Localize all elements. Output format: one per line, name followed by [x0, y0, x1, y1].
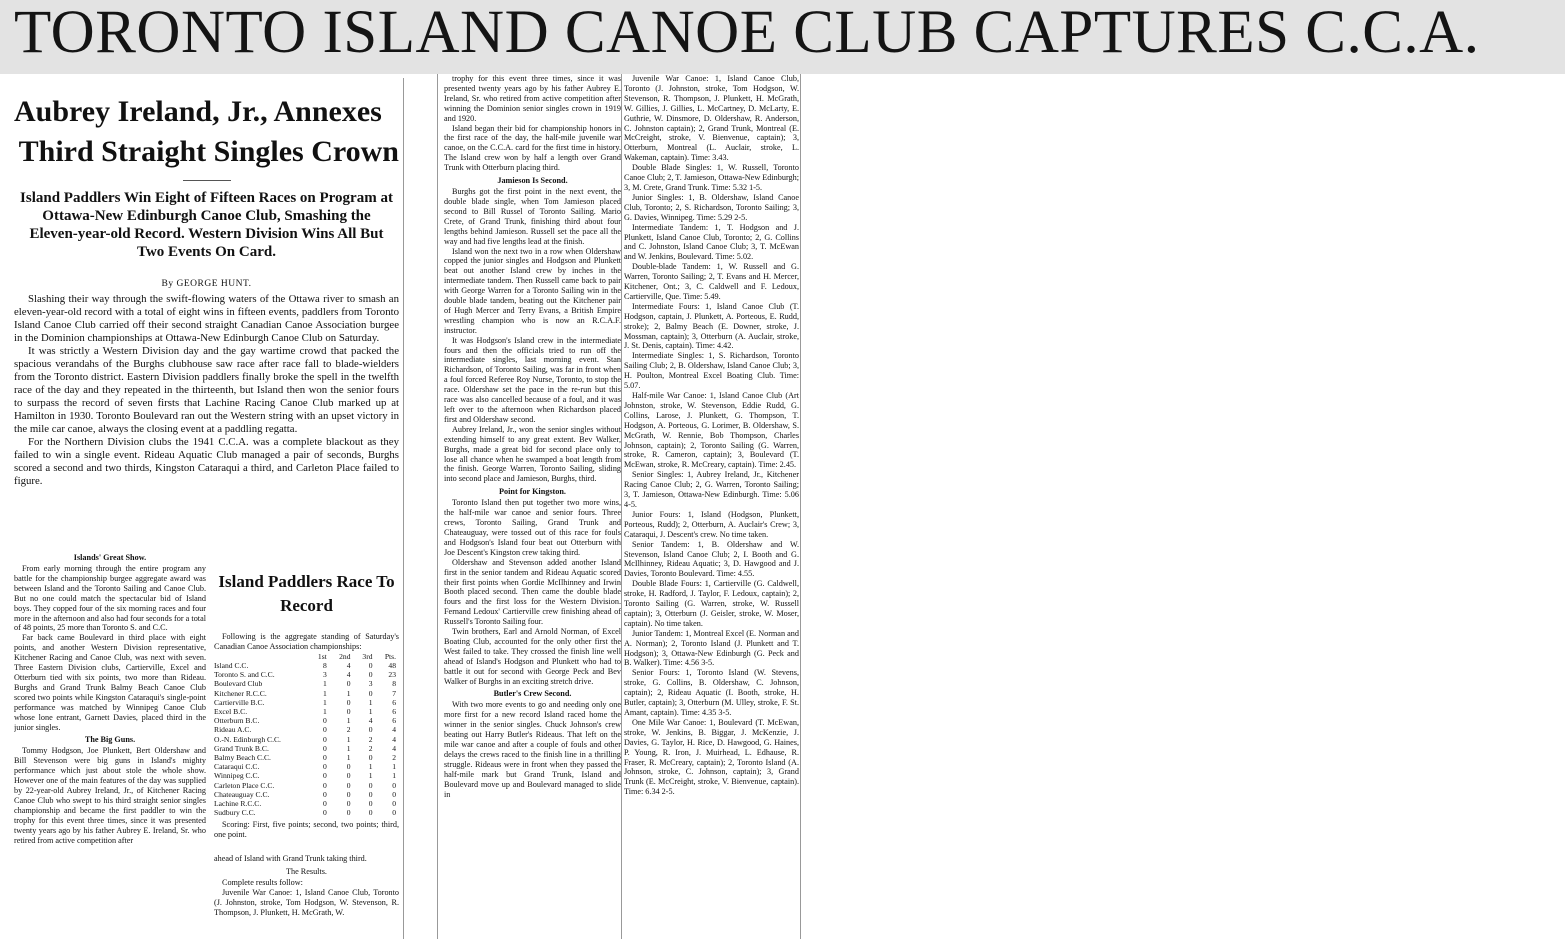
result-entry: One Mile War Canoe: 1, Boulevard (T. McEwan, stroke, W. Jenkins, B. Biggar, J. McKenzie, J. Davies, G. Taylor, H. Rice, D. Hawgood, G. Haines, P. Young, R. Iron, J. Muirhead, L. Edhause, R. Fraser, R. McCreary, captain); 2, Toronto Island (A. Johnson, stroke, C. Johnson, captain); 3, Grand Trunk (E. McCreight, stroke, V. Bienvenue, captain). Time: 6.34 2-5.: [624, 717, 799, 797]
result-entry: Senior Tandem: 1, B. Oldershaw and W. Stevenson, Island Canoe Club; 2, I. Booth and G. McIlhinney, Rideau Aquatic; 3, D. Hawgood and J. Davies, Toronto Boulevard. Time: 4.55.: [624, 539, 799, 579]
paragraph: Twin brothers, Earl and Arnold Norman, of Excel Boating Club, accounted for the only other first the West failed to take. They crossed the finish line well ahead of Island's Hodgson and Plunkett who had to battle it out for second with George Peck and Bev Walker of Burghs in an exciting stretch drive.: [444, 627, 621, 686]
standings-cell: 0: [346, 808, 351, 818]
paragraph: Burghs got the first point in the next event, the double blade single, when Tom Jamieson placed second to Bill Russel of Toronto Sailing. Mario Crete, of Grand Trunk, finishing third about four lengths behind Jamieson. Russell set the pace all the way and had five lengths lead at the finish.: [444, 187, 621, 246]
standings-cell: 0: [392, 789, 396, 799]
standings-row: [214, 661, 399, 670]
standings-cell: 0: [322, 762, 327, 772]
standings-header-row: [214, 652, 399, 661]
paragraph: Complete results follow:: [222, 878, 303, 888]
standings-cell: 6: [392, 697, 396, 707]
subhead: Butler's Crew Second.: [493, 689, 572, 699]
standings-cell: 0: [392, 780, 396, 790]
standings-cell: 3: [368, 679, 373, 689]
standings-row: [214, 689, 399, 698]
club-name: Boulevard Club: [214, 679, 263, 689]
banner-title: TORONTO ISLAND CANOE CLUB CAPTURES C.C.A.: [14, 0, 1480, 66]
headline: [14, 92, 399, 172]
paragraph: Aubrey Ireland, Jr., won the senior singles without extending himself to any great extent. Bev Walker, Burghs, made a great bid for second place only to lose all chance when he swamped a boat length from the finish. George Warren, Toronto Sailing, sliding into second place and Jamieson, Burghs, third.: [444, 424, 621, 484]
paragraph: Island won the next two in a row when Oldershaw copped the junior singles and Hodgson and Plunkett beat out another Island crew by inches in the intermediate tandem. Then Russell came back to pair with George Warren for a Toronto Sailing win in the double blade tandem, beating out the Kitchener pair of Hugh Mercer and Terry Evans, a British Empire wrestling champion who is now an R.C.A.F. instructor.: [444, 246, 621, 335]
standings-cell: 0: [392, 808, 396, 818]
club-name: Otterburn B.C.: [214, 716, 260, 726]
standings-cell: 1: [346, 753, 351, 763]
paragraph: It was Hodgson's Island crew in the intermediate fours and then the officials tried to run off the intermediate singles, last morning event. Stan Richardson, of Toronto Sailing, was far in front when a foul forced Referee Roy Nurse, Toronto, to stop the race. Oldershaw set the pace in the re-run but this race was also cancelled because of a foul, and it was left over to the afternoon when Richardson placed first and Oldershaw second.: [444, 335, 621, 424]
paragraph: From early morning through the entire program any battle for the championship burgee aggregate award was between Island and the Toronto Sailing and Canoe Club. But no one could match the spectacular bid of Island boys. They copped four of the six morning races and four more in the afternoon and also had four seconds for a total of 48 points, 25 more than Toronto S. and C.C.: [14, 564, 206, 633]
standings-cell: 1: [346, 688, 351, 698]
divider: [183, 180, 231, 181]
standings-intro: Following is the aggregate standing of Saturday's Canadian Canoe Association championships:: [214, 632, 399, 651]
standings-row: [214, 725, 399, 734]
standings-cell: 0: [322, 743, 327, 753]
standings-cell: 1: [322, 697, 327, 707]
standings-cell: 6: [392, 707, 396, 717]
club-name: Excel B.C.: [214, 707, 248, 717]
column-divider: [800, 74, 801, 939]
standings-cell: 2: [368, 743, 373, 753]
subhead: Point for Kingston.: [499, 487, 566, 497]
standings-cell: 4: [392, 725, 396, 735]
club-name: Rideau A.C.: [214, 725, 252, 735]
standings-cell: 4: [346, 670, 351, 680]
standings-cell: 8: [322, 661, 327, 671]
result-entry: Junior Tandem: 1, Montreal Excel (E. Norman and A. Norman); 2, Toronto Island (J. Plunkett and T. Hodgson); 3, Ottawa-New Edinburgh (G. Peck and B. Walker). Time: 4.56 3-5.: [624, 628, 799, 668]
paragraph: Island began their bid for championship honors in the first race of the day, the half-mile juvenile war canoe, on the C.C.A. card for the first time in history. The Island crew won by half a length over Grand Trunk with Otterburn placing third.: [444, 123, 621, 173]
standings-cell: 0: [322, 725, 327, 735]
subhead: The Results.: [286, 867, 327, 877]
standings-cell: 0: [346, 679, 351, 689]
standings-row: [214, 762, 399, 771]
standings-cell: 0: [322, 734, 327, 744]
paragraph: For the Northern Division clubs the 1941 C.C.A. was a complete blackout as they failed to win a single event. Rideau Aquatic Club managed a pair of seconds, Burghs scored a second and two thirds, Kingston Cataraqui a third, and Carleton Place failed to figure.: [14, 436, 399, 487]
column-divider: [403, 78, 404, 939]
standings-row: [214, 799, 399, 808]
paragraph: It was strictly a Western Division day and the gay wartime crowd that packed the spacious verandahs of the Burghs clubhouse saw race after race fall to blade-wielders from the Toronto district. Eastern Division paddlers finally broke the spell in the twelfth race of the day and they repeated in the thirteenth, but Island then won the senior fours to surpass the record of seven firsts that Lachine Racing Canoe Club marked up at Hamilton in 1930. Toronto Boulevard ran out the Western string with an upset victory in the mile car canoe, always the closing event at a paddling regatta.: [14, 345, 399, 435]
standings-cell: 1: [322, 688, 327, 698]
standings-row: [214, 781, 399, 790]
standings-cell: 0: [346, 780, 351, 790]
paragraph: trophy for this event three times, since it was presented twenty years ago by his father Aubrey E. Ireland, Sr. who retired from active competition after winning the Dominion senior singles crown in 1919 and 1920.: [444, 74, 621, 123]
byline: By GEORGE HUNT.: [161, 279, 252, 289]
standings-cell: 0: [322, 789, 327, 799]
standings-cell: 1: [368, 707, 373, 717]
standings-table: [214, 652, 399, 818]
paragraph: Far back came Boulevard in third place with eight points, and another Western Division representative, Kitchener Racing and Canoe Club, was next with seven. Three Eastern Division clubs, Cartierville, Excel and Otterburn tied with six points, two more than Rideau. Burghs and Grand Trunk Balmy Beach Canoe Club scored two points while Kingston Cataraqui's single-point performance was matched by Winnipeg Canoe Club whose lone entrant, Garnett Davies, placed third in the junior singles.: [14, 633, 206, 732]
paragraph: Tommy Hodgson, Joe Plunkett, Bert Oldershaw and Bill Stevenson were big guns in Island's mighty performance which just about stole the whole show. However one of the main features of the day was supplied by 22-year-old Aubrey Ireland, Jr., of Kitchener Racing Canoe Club who swept to his third straight senior singles championship and became the first paddler to win the trophy for this event three times, since it was presented twenty years ago by his father Aubrey E. Ireland, Sr. who retired from active competition after: [14, 746, 206, 845]
standings-row: [214, 744, 399, 753]
standings-row: [214, 808, 399, 817]
standings-cell: 1: [322, 679, 327, 689]
paragraph: With two more events to go and needing only one more first for a new record Island raced home the winner in the senior singles. Chuck Johnson's crew beating out Harry Butler's Rideaus. That left on the mile war canoe and after a couple of fouls and other delays the crews raced to the finish line in a thrilling struggle. Rideaus were in front when they passed the half-mile mark but Grand Trunk, Island and Boulevard move up and Boulevard managed to slide in: [444, 700, 621, 799]
scoring-note: Scoring: First, five points; second, two points; third, one point.: [214, 820, 399, 840]
result-entry: Junior Fours: 1, Island (Hodgson, Plunkett, Porteous, Rudd); 2, Otterburn, A. Auclair's Crew; 3, Cataraqui, J. Descent's crew. No time taken.: [624, 509, 799, 539]
headline-line-1: Aubrey Ireland, Jr., Annexes: [14, 95, 382, 128]
paragraph: Toronto Island then put together two more wins, the half-mile war canoe and senior fours. Three crews, Toronto Sailing, Grand Trunk and Chateauguay, were tossed out of this race for fouls and Hodgson's Island four beat out Otterburn with Joe Descent's Kingston crew taking third.: [444, 498, 621, 557]
standings-cell: 2: [346, 725, 351, 735]
article-column-2: [444, 74, 621, 939]
standings-body: [214, 661, 399, 817]
standings-cell: 6: [392, 716, 396, 726]
paragraph: Oldershaw and Stevenson added another Island first in the senior tandem and Rideau Aquatic scored their first points when Gordie McIlhinney and Irwin Booth placed second. Then came the double blade fours and the first loss for the Western Division. Fernand Ledoux' Cartierville crew finishing ahead of Russell's Toronto Sailing four.: [444, 557, 621, 627]
paragraph: Juvenile War Canoe: 1, Island Canoe Club, Toronto (J. Johnston, stroke, Tom Hodgson, W. Stevenson, R. Thompson, J. Plunkett, H. McGrath, W.: [214, 888, 399, 917]
standings-cell: 1: [322, 707, 327, 717]
standings-cell: 4: [346, 661, 351, 671]
standings-cell: 1: [346, 734, 351, 744]
standings-cell: 0: [322, 808, 327, 818]
standings-cell: 0: [346, 799, 351, 809]
standings-cell: 4: [392, 743, 396, 753]
standings-cell: 23: [388, 670, 396, 680]
standings-row: [214, 670, 399, 679]
standings-cell: 0: [368, 661, 373, 671]
standings-cell: 0: [368, 789, 373, 799]
club-name: O.-N. Edinburgh C.C.: [214, 734, 281, 744]
result-entry: Double-blade Tandem: 1, W. Russell and G. Warren, Toronto Sailing; 2, T. Evans and H. Mercer, Kitchener, Ont.; 3, C. Caldwell and F. Ledoux, Cartierville, Que. Time: 5.49.: [624, 262, 799, 301]
subhead: Jamieson Is Second.: [497, 176, 568, 186]
standings-row: [214, 735, 399, 744]
result-entry: Intermediate Tandem: 1, T. Hodgson and J. Plunkett, Island Canoe Club, Toronto; 2, G. Collins and C. Johnston, Island Canoe Club; 3, T. McEwan and W. Jenkins, Boulevard. Time: 5.02.: [624, 222, 799, 262]
standings-cell: 0: [368, 799, 373, 809]
standings-cell: 1: [368, 762, 373, 772]
result-entry: Double Blade Singles: 1, W. Russell, Toronto Canoe Club; 2, T. Jamieson, Ottawa-New Edinburgh; 3, M. Crete, Grand Trunk. Time: 5.32 1-5.: [624, 163, 799, 192]
column-header: 2nd: [339, 651, 351, 661]
standings-box: [214, 550, 399, 939]
standings-cell: 0: [346, 707, 351, 717]
standings-cell: 0: [368, 808, 373, 818]
standings-cell: 0: [368, 725, 373, 735]
standings-cell: 1: [368, 771, 373, 781]
result-entry: Senior Fours: 1, Toronto Island (W. Stevens, stroke, G. Collins, B. Oldershaw, C. Johnson, captain); 2, Rideau Aquatic (I. Booth, stroke, H. Butler, captain); 3, Otterburn (M. Ulley, stroke, F. St. Amant, captain). Time: 4.35 3-5.: [624, 668, 799, 717]
subhead: Islands' Great Show.: [73, 553, 147, 562]
club-name: Cartierville B.C.: [214, 697, 265, 707]
column-header: 3rd: [362, 651, 373, 661]
standings-row: [214, 771, 399, 780]
standings-row: [214, 679, 399, 688]
standings-cell: 0: [322, 753, 327, 763]
club-name: Grand Trunk B.C.: [214, 743, 269, 753]
standings-cell: 0: [346, 697, 351, 707]
standings-cell: 0: [392, 799, 396, 809]
standings-cell: 1: [392, 762, 396, 772]
result-entry: Senior Singles: 1, Aubrey Ireland, Jr., Kitchener Racing Canoe Club; 2, G. Warren, Toronto Sailing; 3, T. Jamieson, Ottawa-New Edinburgh. Time: 5.06 4-5.: [624, 470, 799, 509]
standings-cell: 0: [322, 799, 327, 809]
standings-cell: 0: [368, 753, 373, 763]
standings-row: [214, 698, 399, 707]
paragraph: ahead of Island with Grand Trunk taking third.: [214, 854, 367, 864]
standings-cell: 0: [322, 780, 327, 790]
standings-cell: 7: [392, 688, 396, 698]
results-column: [624, 74, 799, 939]
standings-cell: 2: [368, 734, 373, 744]
deck: Island Paddlers Win Eight of Fifteen Races on Program at Ottawa-New Edinburgh Canoe Club, Smashing the Eleven-year-old Record. Western Division Wins All But Two Events On Card.: [20, 190, 393, 260]
column-divider: [437, 74, 438, 939]
standings-cell: 1: [346, 743, 351, 753]
club-name: Winnipeg C.C.: [214, 771, 260, 781]
standings-row: [214, 707, 399, 716]
paragraph: Slashing their way through the swift-flowing waters of the Ottawa river to smash an eleven-year-old record with a total of eight wins in fifteen events, paddlers from Toronto Island Canoe Club carried off their second straight Canadian Canoe Association burgee in the Dominion championships at Ottawa-New Edinburgh Canoe Club on Saturday.: [14, 293, 399, 344]
club-name: Cataraqui C.C.: [214, 762, 260, 772]
islands-section: [14, 550, 206, 939]
result-entry: Intermediate Singles: 1, S. Richardson, Toronto Sailing Club; 2, B. Oldershaw, Island Canoe Club; 3, H. Poulton, Montreal Excel Boating Club. Time: 5.07.: [624, 351, 799, 391]
result-entry: Half-mile War Canoe: 1, Island Canoe Club (Art Johnston, stroke, W. Stevenson, Eddie Rudd, G. Collins, Larose, J. Plunkett, G. Thompson, T. Hodgson, A. Porteous, G. Lorimer, B. Oldershaw, S. McGrath, W. Rennie, Bob Thompson, Charles Johnson, captain); 2, Toronto Sailing (G. Warren, stroke, R. Cameron, captain); 3, Boulevard (T. McEwan, stroke, R. McCreary, captain). Time: 2.45.: [624, 391, 799, 470]
club-name: Lachine R.C.C.: [214, 799, 262, 809]
standings-cell: 1: [368, 697, 373, 707]
standings-cell: 0: [322, 771, 327, 781]
standings-cell: 0: [346, 762, 351, 772]
result-entry: Intermediate Fours: 1, Island Canoe Club (T. Hodgson, captain, J. Plunkett, A. Porteous, E. Rudd, stroke); 2, Balmy Beach (E. Downer, stroke, J. Mossman, captain); 3, Otterburn (A. Auclair, stroke, J. St. Denis, captain). Time: 4.42.: [624, 301, 799, 351]
standings-cell: 3: [322, 670, 327, 680]
standings-row: [214, 790, 399, 799]
standings-cell: 0: [322, 716, 327, 726]
club-name: Carleton Place C.C.: [214, 780, 275, 790]
standings-cell: 8: [392, 679, 396, 689]
club-name: Kitchener R.C.C.: [214, 688, 267, 698]
standings-cell: 2: [392, 753, 396, 763]
club-name: Island C.C.: [214, 661, 249, 671]
article-column-1: [14, 78, 399, 939]
club-name: Sudbury C.C.: [214, 808, 256, 818]
result-entry: Junior Singles: 1, B. Oldershaw, Island Canoe Club, Toronto; 2, S. Richardson, Toronto Sailing; 3, G. Davies, Winnipeg. Time: 5.29 2-5.: [624, 192, 799, 222]
result-entry: Juvenile War Canoe: 1, Island Canoe Club, Toronto (J. Johnston, stroke, Tom Hodgson, W. Stevenson, R. Thompson, J. Plunkett, H. McGrath, W. Gillies, J. Gillies, L. McCartney, D. McLarty, E. Guthrie, W. Dinsmore, D. Oldershaw, R. Anderson, C. Johnston captain); 2, Grand Trunk, Montreal (E. McCreight, stroke, V. Bienvenue, captain); 3, Otterburn, Montreal (L. Auclair, stroke, L. Wakeman, captain). Time: 3.43.: [624, 74, 799, 163]
standings-cell: 4: [368, 716, 373, 726]
standings-title: Island Paddlers Race To Record: [218, 572, 395, 615]
column-divider: [621, 74, 622, 939]
standings-cell: 48: [388, 661, 396, 671]
lead-text: [14, 293, 399, 488]
club-name: Chateauguay C.C.: [214, 789, 270, 799]
standings-row: [214, 716, 399, 725]
column-header: [214, 652, 309, 661]
standings-row: [214, 753, 399, 762]
standings-cell: 0: [368, 688, 373, 698]
result-entry: Double Blade Fours: 1, Cartierville (G. Caldwell, stroke, H. Radford, J. Taylor, F. Ledoux, captain); 2, Toronto Sailing (G. Warren, stroke, W. Russell captain); 3, Otterburn (J. Geisler, stroke, W. Moser, captain). No time taken.: [624, 579, 799, 628]
standings-cell: 1: [392, 771, 396, 781]
standings-cell: 0: [346, 789, 351, 799]
standings-cell: 1: [346, 716, 351, 726]
club-name: Balmy Beach C.C.: [214, 753, 271, 763]
standings-cell: 4: [392, 734, 396, 744]
standings-cell: 0: [368, 780, 373, 790]
standings-cell: 0: [368, 670, 373, 680]
column-header: Pts.: [384, 651, 396, 661]
headline-line-2: Third Straight Singles Crown: [18, 135, 399, 168]
subhead: The Big Guns.: [84, 735, 136, 745]
standings-cell: 0: [346, 771, 351, 781]
club-name: Toronto S. and C.C.: [214, 670, 275, 680]
column-header: 1st: [317, 651, 327, 661]
banner: [0, 0, 1565, 74]
